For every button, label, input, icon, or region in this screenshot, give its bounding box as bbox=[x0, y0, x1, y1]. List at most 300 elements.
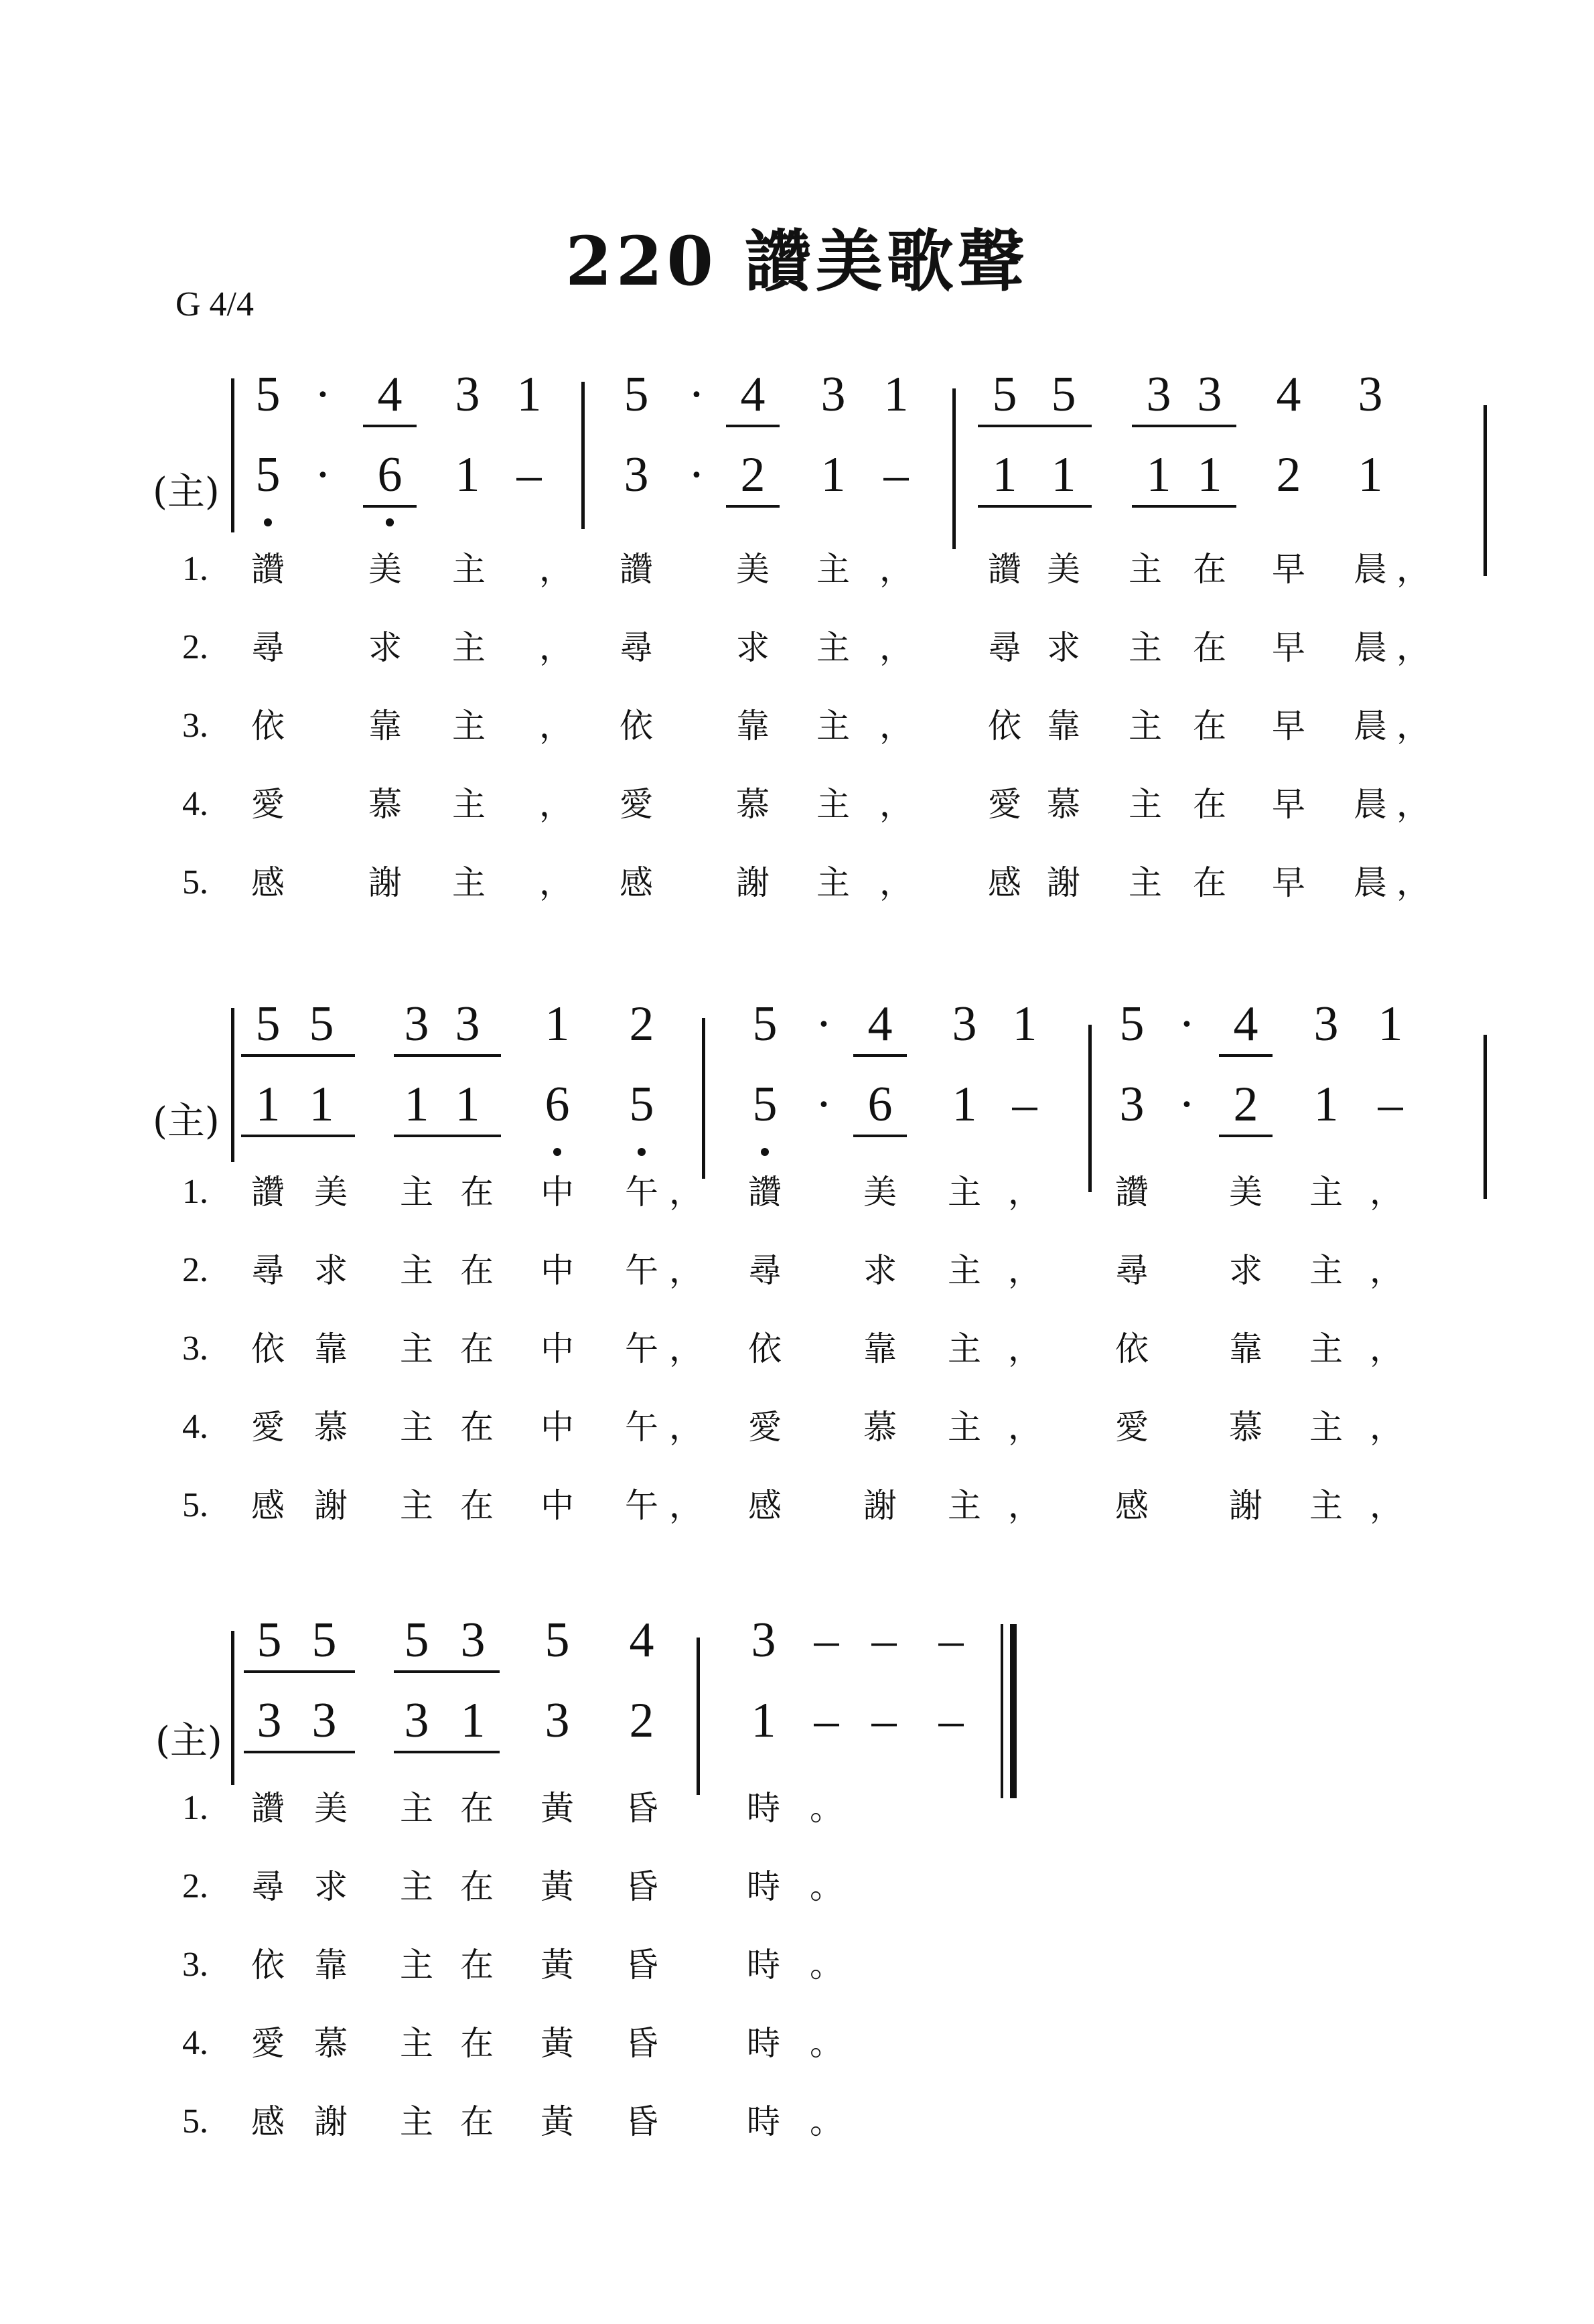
lyric-char: ， bbox=[1008, 1329, 1041, 1368]
beam-upper bbox=[394, 1054, 501, 1057]
lyric-char: 感 bbox=[251, 2102, 285, 2141]
note-upper: 3 bbox=[455, 367, 480, 422]
verse-number: 1. bbox=[182, 1173, 208, 1211]
lyric-char: 愛 bbox=[251, 2024, 285, 2063]
note-lower: – bbox=[938, 1693, 964, 1748]
lyric-char: ， bbox=[1396, 550, 1430, 589]
note-upper: 4 bbox=[867, 997, 893, 1051]
lyric-char: ， bbox=[879, 628, 913, 667]
verse-number: 1. bbox=[182, 550, 208, 588]
lyric-char: ， bbox=[879, 550, 913, 589]
note-upper: 3 bbox=[1358, 367, 1383, 422]
lyric-char: ， bbox=[1396, 863, 1430, 902]
bar-line bbox=[1483, 1035, 1487, 1199]
lyric-char: ， bbox=[1008, 1173, 1041, 1212]
lyric-char: 主 bbox=[400, 1789, 433, 1828]
eighth-line-upper bbox=[853, 1054, 907, 1057]
note-upper: 3 bbox=[751, 1613, 776, 1668]
lyric-char: 晨 bbox=[1354, 550, 1387, 589]
note-upper: 4 bbox=[1233, 997, 1258, 1051]
lyric-char: 主 bbox=[1129, 863, 1162, 902]
lyric-char: 慕 bbox=[1229, 1408, 1262, 1447]
note-lower: 6 bbox=[545, 1077, 570, 1132]
lyric-char: 愛 bbox=[251, 1408, 285, 1447]
verse-number: 4. bbox=[182, 2024, 208, 2062]
lyric-char: ， bbox=[1396, 628, 1430, 667]
lyric-char: 主 bbox=[816, 707, 850, 745]
lyric-char: 美 bbox=[1047, 550, 1080, 589]
lyric-char: 主 bbox=[1129, 707, 1162, 745]
verse-number: 1. bbox=[182, 1789, 208, 1827]
lyric-char: 主 bbox=[452, 550, 486, 589]
lyric-char: 主 bbox=[816, 550, 850, 589]
lyric-char: 尋 bbox=[748, 1251, 782, 1290]
lyric-char: ， bbox=[879, 785, 913, 824]
note-upper: 5 bbox=[752, 997, 778, 1051]
lyric-char: 昏 bbox=[625, 2024, 658, 2063]
lyric-char: 慕 bbox=[314, 1408, 348, 1447]
note-upper: 3 bbox=[952, 997, 977, 1051]
note-upper: 5 bbox=[404, 1613, 429, 1668]
lyric-char: 主 bbox=[1309, 1173, 1343, 1212]
lyric-char: 午 bbox=[625, 1408, 658, 1447]
lyric-char: 早 bbox=[1272, 707, 1305, 745]
lyric-char: ， bbox=[669, 1173, 703, 1212]
note-upper: 1 bbox=[545, 997, 570, 1051]
note-lower: – bbox=[516, 447, 542, 502]
lyric-char: 讚 bbox=[988, 550, 1021, 589]
lyric-char: 慕 bbox=[736, 785, 770, 824]
lyric-char: 尋 bbox=[251, 1867, 285, 1906]
verse-number: 4. bbox=[182, 785, 208, 823]
lyric-char: ， bbox=[1370, 1251, 1403, 1290]
lyric-char: 昏 bbox=[625, 1946, 658, 1984]
note-lower: · bbox=[1178, 1077, 1196, 1132]
lyric-char: 美 bbox=[736, 550, 770, 589]
low-octave-dot bbox=[761, 1148, 769, 1156]
note-upper: 1 bbox=[883, 367, 909, 422]
note-lower: 1 bbox=[1313, 1077, 1339, 1132]
note-lower: 2 bbox=[1233, 1077, 1258, 1132]
note-upper: · bbox=[314, 367, 332, 422]
lyric-char: 尋 bbox=[988, 628, 1021, 667]
lyric-char: 美 bbox=[314, 1789, 348, 1828]
verse-number: 5. bbox=[182, 863, 208, 901]
lyric-char: 在 bbox=[460, 1789, 494, 1828]
lyric-char: 黃 bbox=[540, 2102, 574, 2141]
lyric-char: ， bbox=[669, 1251, 703, 1290]
note-lower: – bbox=[1378, 1077, 1403, 1132]
note-lower: 3 bbox=[1119, 1077, 1145, 1132]
lyric-char: 主 bbox=[400, 1946, 433, 1984]
lyric-char: 主 bbox=[400, 1329, 433, 1368]
lyric-char: 感 bbox=[988, 863, 1021, 902]
lyric-char: 讚 bbox=[251, 1789, 285, 1828]
lyric-char: 在 bbox=[1193, 707, 1226, 745]
low-octave-dot bbox=[264, 518, 272, 526]
note-upper: 3 bbox=[460, 1613, 486, 1668]
note-upper: 3 bbox=[1197, 367, 1222, 422]
eighth-line-lower bbox=[853, 1135, 907, 1137]
lyric-char: 求 bbox=[314, 1251, 348, 1290]
lyric-char: 主 bbox=[948, 1486, 981, 1525]
lyric-char: 在 bbox=[1193, 863, 1226, 902]
note-lower: – bbox=[1012, 1077, 1037, 1132]
note-upper: 5 bbox=[545, 1613, 570, 1668]
note-upper: 3 bbox=[1313, 997, 1339, 1051]
lyric-char: 午 bbox=[625, 1251, 658, 1290]
note-lower: 1 bbox=[1358, 447, 1383, 502]
lyric-char: 謝 bbox=[1229, 1486, 1262, 1525]
note-upper: 5 bbox=[992, 367, 1017, 422]
note-lower: 6 bbox=[867, 1077, 893, 1132]
note-upper: 5 bbox=[309, 997, 334, 1051]
lyric-char: 慕 bbox=[314, 2024, 348, 2063]
bar-line bbox=[952, 388, 956, 549]
lyric-char: 早 bbox=[1272, 863, 1305, 902]
note-lower: · bbox=[314, 447, 332, 502]
low-octave-dot bbox=[386, 518, 394, 526]
lyric-char: 時 bbox=[747, 1946, 780, 1984]
lyric-char: ， bbox=[669, 1408, 703, 1447]
lyric-char: 。 bbox=[810, 1946, 843, 1984]
lyric-char: 依 bbox=[1115, 1329, 1149, 1368]
note-upper: · bbox=[1178, 997, 1196, 1051]
note-lower: 1 bbox=[455, 1077, 480, 1132]
note-upper: · bbox=[815, 997, 832, 1051]
lyric-char: 時 bbox=[747, 1867, 780, 1906]
bar-line bbox=[581, 382, 585, 529]
lyric-char: 求 bbox=[1229, 1251, 1262, 1290]
lyric-char: ， bbox=[539, 785, 573, 824]
lyric-char: 在 bbox=[1193, 628, 1226, 667]
lyric-char: 主 bbox=[452, 863, 486, 902]
lyric-char: 晨 bbox=[1354, 863, 1387, 902]
lyric-char: 求 bbox=[368, 628, 402, 667]
lyric-char: 在 bbox=[460, 1173, 494, 1212]
lyric-char: 靠 bbox=[314, 1329, 348, 1368]
lyric-char: ， bbox=[879, 863, 913, 902]
note-upper: 4 bbox=[629, 1613, 654, 1668]
note-lower: · bbox=[815, 1077, 832, 1132]
lyric-char: ， bbox=[1396, 707, 1430, 745]
lyric-char: 感 bbox=[748, 1486, 782, 1525]
bar-line bbox=[231, 378, 234, 532]
lyric-char: 主 bbox=[816, 628, 850, 667]
lyric-char: 謝 bbox=[368, 863, 402, 902]
lyric-char: 主 bbox=[400, 1251, 433, 1290]
lyric-char: 在 bbox=[460, 2102, 494, 2141]
note-lower: – bbox=[871, 1693, 897, 1748]
lyric-char: 中 bbox=[540, 1329, 574, 1368]
verse-number: 3. bbox=[182, 1329, 208, 1368]
lyric-char: ， bbox=[1370, 1486, 1403, 1525]
voice-label: (主) bbox=[153, 470, 220, 514]
lyric-char: ， bbox=[1370, 1173, 1403, 1212]
lyric-char: 求 bbox=[863, 1251, 897, 1290]
lyric-char: 午 bbox=[625, 1329, 658, 1368]
eighth-line-upper bbox=[1219, 1054, 1273, 1057]
lyric-char: ， bbox=[539, 863, 573, 902]
lyric-char: 昏 bbox=[625, 2102, 658, 2141]
lyric-char: 感 bbox=[1115, 1486, 1149, 1525]
lyric-char: 早 bbox=[1272, 628, 1305, 667]
lyric-char: ， bbox=[1396, 785, 1430, 824]
lyric-char: 主 bbox=[452, 628, 486, 667]
lyric-char: 在 bbox=[460, 2024, 494, 2063]
bar-line bbox=[702, 1018, 705, 1179]
beam-lower bbox=[241, 1135, 355, 1137]
lyric-char: 早 bbox=[1272, 785, 1305, 824]
note-upper: · bbox=[688, 367, 705, 422]
note-upper: 5 bbox=[255, 367, 281, 422]
note-upper: 2 bbox=[629, 997, 654, 1051]
verse-number: 3. bbox=[182, 1946, 208, 1984]
lyric-char: 依 bbox=[251, 707, 285, 745]
lyric-char: 主 bbox=[1309, 1408, 1343, 1447]
note-lower: 5 bbox=[752, 1077, 778, 1132]
lyric-char: 美 bbox=[314, 1173, 348, 1212]
lyric-char: 愛 bbox=[1115, 1408, 1149, 1447]
final-bar-line bbox=[1010, 1624, 1017, 1798]
lyric-char: 尋 bbox=[1115, 1251, 1149, 1290]
lyric-char: 在 bbox=[460, 1408, 494, 1447]
lyric-char: 愛 bbox=[988, 785, 1021, 824]
beam-upper bbox=[244, 1670, 355, 1673]
note-upper: 4 bbox=[377, 367, 403, 422]
note-lower: 1 bbox=[255, 1077, 281, 1132]
lyric-char: 感 bbox=[620, 863, 653, 902]
lyric-char: 在 bbox=[460, 1329, 494, 1368]
low-octave-dot bbox=[638, 1148, 646, 1156]
lyric-char: 靠 bbox=[1047, 707, 1080, 745]
note-lower: 6 bbox=[377, 447, 403, 502]
eighth-line-lower bbox=[726, 505, 780, 508]
lyric-char: 。 bbox=[810, 2102, 843, 2141]
lyric-char: 靠 bbox=[736, 707, 770, 745]
lyric-char: 中 bbox=[540, 1251, 574, 1290]
lyric-char: 主 bbox=[1129, 550, 1162, 589]
note-lower: 5 bbox=[255, 447, 281, 502]
lyric-char: 主 bbox=[948, 1173, 981, 1212]
lyric-char: 主 bbox=[1309, 1329, 1343, 1368]
note-lower: 1 bbox=[1051, 447, 1076, 502]
lyric-char: 尋 bbox=[620, 628, 653, 667]
lyric-char: 在 bbox=[460, 1867, 494, 1906]
lyric-char: 午 bbox=[625, 1486, 658, 1525]
lyric-char: 美 bbox=[1229, 1173, 1262, 1212]
lyric-char: 主 bbox=[1309, 1251, 1343, 1290]
lyric-char: 時 bbox=[747, 2102, 780, 2141]
beam-lower bbox=[1132, 505, 1236, 508]
lyric-char: 中 bbox=[540, 1173, 574, 1212]
note-lower: 1 bbox=[1146, 447, 1171, 502]
note-lower: 1 bbox=[460, 1693, 486, 1748]
lyric-char: 主 bbox=[948, 1408, 981, 1447]
note-lower: 3 bbox=[257, 1693, 282, 1748]
verse-number: 2. bbox=[182, 1251, 208, 1289]
bar-line bbox=[231, 1631, 234, 1785]
lyric-char: 黃 bbox=[540, 1789, 574, 1828]
beam-upper bbox=[978, 425, 1092, 427]
lyric-char: 主 bbox=[400, 1408, 433, 1447]
low-octave-dot bbox=[553, 1148, 561, 1156]
lyric-char: 謝 bbox=[314, 1486, 348, 1525]
lyric-char: 謝 bbox=[1047, 863, 1080, 902]
lyric-char: 主 bbox=[400, 2102, 433, 2141]
verse-number: 5. bbox=[182, 1486, 208, 1524]
note-lower: 5 bbox=[629, 1077, 654, 1132]
beam-upper bbox=[1132, 425, 1236, 427]
note-lower: 1 bbox=[455, 447, 480, 502]
note-lower: 1 bbox=[404, 1077, 429, 1132]
lyric-char: 主 bbox=[400, 1867, 433, 1906]
lyric-char: 在 bbox=[460, 1946, 494, 1984]
lyric-char: 主 bbox=[816, 785, 850, 824]
note-upper: 5 bbox=[1051, 367, 1076, 422]
lyric-char: ， bbox=[1008, 1408, 1041, 1447]
note-lower: 3 bbox=[404, 1693, 429, 1748]
lyric-char: ， bbox=[879, 707, 913, 745]
lyric-char: 昏 bbox=[625, 1789, 658, 1828]
lyric-char: ， bbox=[1008, 1486, 1041, 1525]
lyric-char: 求 bbox=[1047, 628, 1080, 667]
beam-upper bbox=[241, 1054, 355, 1057]
lyric-char: ， bbox=[539, 707, 573, 745]
lyric-char: ， bbox=[669, 1486, 703, 1525]
lyric-char: 求 bbox=[314, 1867, 348, 1906]
eighth-line-lower bbox=[363, 505, 417, 508]
lyric-char: 依 bbox=[620, 707, 653, 745]
lyric-char: 靠 bbox=[368, 707, 402, 745]
lyric-char: 謝 bbox=[736, 863, 770, 902]
note-upper: 1 bbox=[516, 367, 542, 422]
lyric-char: 晨 bbox=[1354, 707, 1387, 745]
lyric-char: 早 bbox=[1272, 550, 1305, 589]
lyric-char: 求 bbox=[736, 628, 770, 667]
note-upper: 5 bbox=[255, 997, 281, 1051]
note-lower: 1 bbox=[992, 447, 1017, 502]
lyric-char: 主 bbox=[400, 2024, 433, 2063]
lyric-char: 感 bbox=[251, 1486, 285, 1525]
note-upper: 5 bbox=[624, 367, 649, 422]
lyric-char: 在 bbox=[1193, 785, 1226, 824]
lyric-char: 主 bbox=[400, 1486, 433, 1525]
note-lower: 3 bbox=[311, 1693, 337, 1748]
page-title: 220 讚美歌聲 bbox=[565, 222, 1029, 301]
lyric-char: ， bbox=[669, 1329, 703, 1368]
note-lower: 1 bbox=[1197, 447, 1222, 502]
note-upper: – bbox=[871, 1613, 897, 1668]
verse-number: 4. bbox=[182, 1408, 208, 1446]
note-lower: 3 bbox=[545, 1693, 570, 1748]
lyric-char: 美 bbox=[863, 1173, 897, 1212]
lyric-char: 昏 bbox=[625, 1867, 658, 1906]
lyric-char: 謝 bbox=[863, 1486, 897, 1525]
lyric-char: 主 bbox=[1129, 628, 1162, 667]
note-upper: 5 bbox=[1119, 997, 1145, 1051]
lyric-char: 在 bbox=[460, 1486, 494, 1525]
lyric-char: 在 bbox=[460, 1251, 494, 1290]
lyric-char: 依 bbox=[251, 1329, 285, 1368]
lyric-char: 。 bbox=[810, 2024, 843, 2063]
lyric-char: 依 bbox=[748, 1329, 782, 1368]
lyric-char: 黃 bbox=[540, 2024, 574, 2063]
lyric-char: 主 bbox=[948, 1329, 981, 1368]
lyric-char: 依 bbox=[988, 707, 1021, 745]
voice-label: (主) bbox=[155, 1719, 222, 1763]
lyric-char: 讚 bbox=[251, 1173, 285, 1212]
verse-number: 2. bbox=[182, 1867, 208, 1905]
note-lower: 1 bbox=[820, 447, 846, 502]
note-lower: 1 bbox=[751, 1693, 776, 1748]
beam-lower bbox=[394, 1751, 500, 1753]
lyric-char: 主 bbox=[948, 1251, 981, 1290]
lyric-char: 晨 bbox=[1354, 628, 1387, 667]
lyric-char: 慕 bbox=[863, 1408, 897, 1447]
bar-line bbox=[231, 1008, 234, 1162]
lyric-char: 時 bbox=[747, 2024, 780, 2063]
voice-label: (主) bbox=[153, 1100, 220, 1143]
lyric-char: 美 bbox=[368, 550, 402, 589]
key-signature: G 4/4 bbox=[175, 285, 254, 323]
lyric-char: 午 bbox=[625, 1173, 658, 1212]
lyric-char: 讚 bbox=[1115, 1173, 1149, 1212]
lyric-char: 尋 bbox=[251, 1251, 285, 1290]
lyric-char: ， bbox=[1008, 1251, 1041, 1290]
note-upper: 5 bbox=[257, 1613, 282, 1668]
eighth-line-upper bbox=[363, 425, 417, 427]
beam-lower bbox=[394, 1135, 501, 1137]
lyric-char: 晨 bbox=[1354, 785, 1387, 824]
lyric-char: 尋 bbox=[251, 628, 285, 667]
note-lower: 2 bbox=[1276, 447, 1301, 502]
beam-lower bbox=[978, 505, 1092, 508]
lyric-char: ， bbox=[1370, 1329, 1403, 1368]
lyric-char: ， bbox=[539, 550, 573, 589]
lyric-char: 靠 bbox=[314, 1946, 348, 1984]
lyric-char: 黃 bbox=[540, 1867, 574, 1906]
note-upper: 5 bbox=[311, 1613, 337, 1668]
beam-upper bbox=[394, 1670, 500, 1673]
note-lower: 1 bbox=[309, 1077, 334, 1132]
verse-number: 2. bbox=[182, 628, 208, 666]
note-upper: 1 bbox=[1378, 997, 1403, 1051]
note-lower: – bbox=[883, 447, 909, 502]
bar-line bbox=[1001, 1624, 1003, 1798]
verse-number: 3. bbox=[182, 707, 208, 745]
lyric-char: 謝 bbox=[314, 2102, 348, 2141]
lyric-char: 。 bbox=[810, 1789, 843, 1828]
lyric-char: 感 bbox=[251, 863, 285, 902]
note-lower: 2 bbox=[740, 447, 766, 502]
lyric-char: 愛 bbox=[620, 785, 653, 824]
bar-line bbox=[697, 1638, 700, 1795]
note-upper: 1 bbox=[1012, 997, 1037, 1051]
note-upper: 3 bbox=[404, 997, 429, 1051]
beam-lower bbox=[244, 1751, 355, 1753]
lyric-char: 中 bbox=[540, 1486, 574, 1525]
lyric-char: 慕 bbox=[368, 785, 402, 824]
note-upper: 3 bbox=[820, 367, 846, 422]
note-upper: – bbox=[938, 1613, 964, 1668]
lyric-char: 主 bbox=[816, 863, 850, 902]
note-upper: 4 bbox=[1276, 367, 1301, 422]
lyric-char: 愛 bbox=[748, 1408, 782, 1447]
bar-line bbox=[1088, 1025, 1092, 1192]
eighth-line-lower bbox=[1219, 1135, 1273, 1137]
note-upper: 4 bbox=[740, 367, 766, 422]
